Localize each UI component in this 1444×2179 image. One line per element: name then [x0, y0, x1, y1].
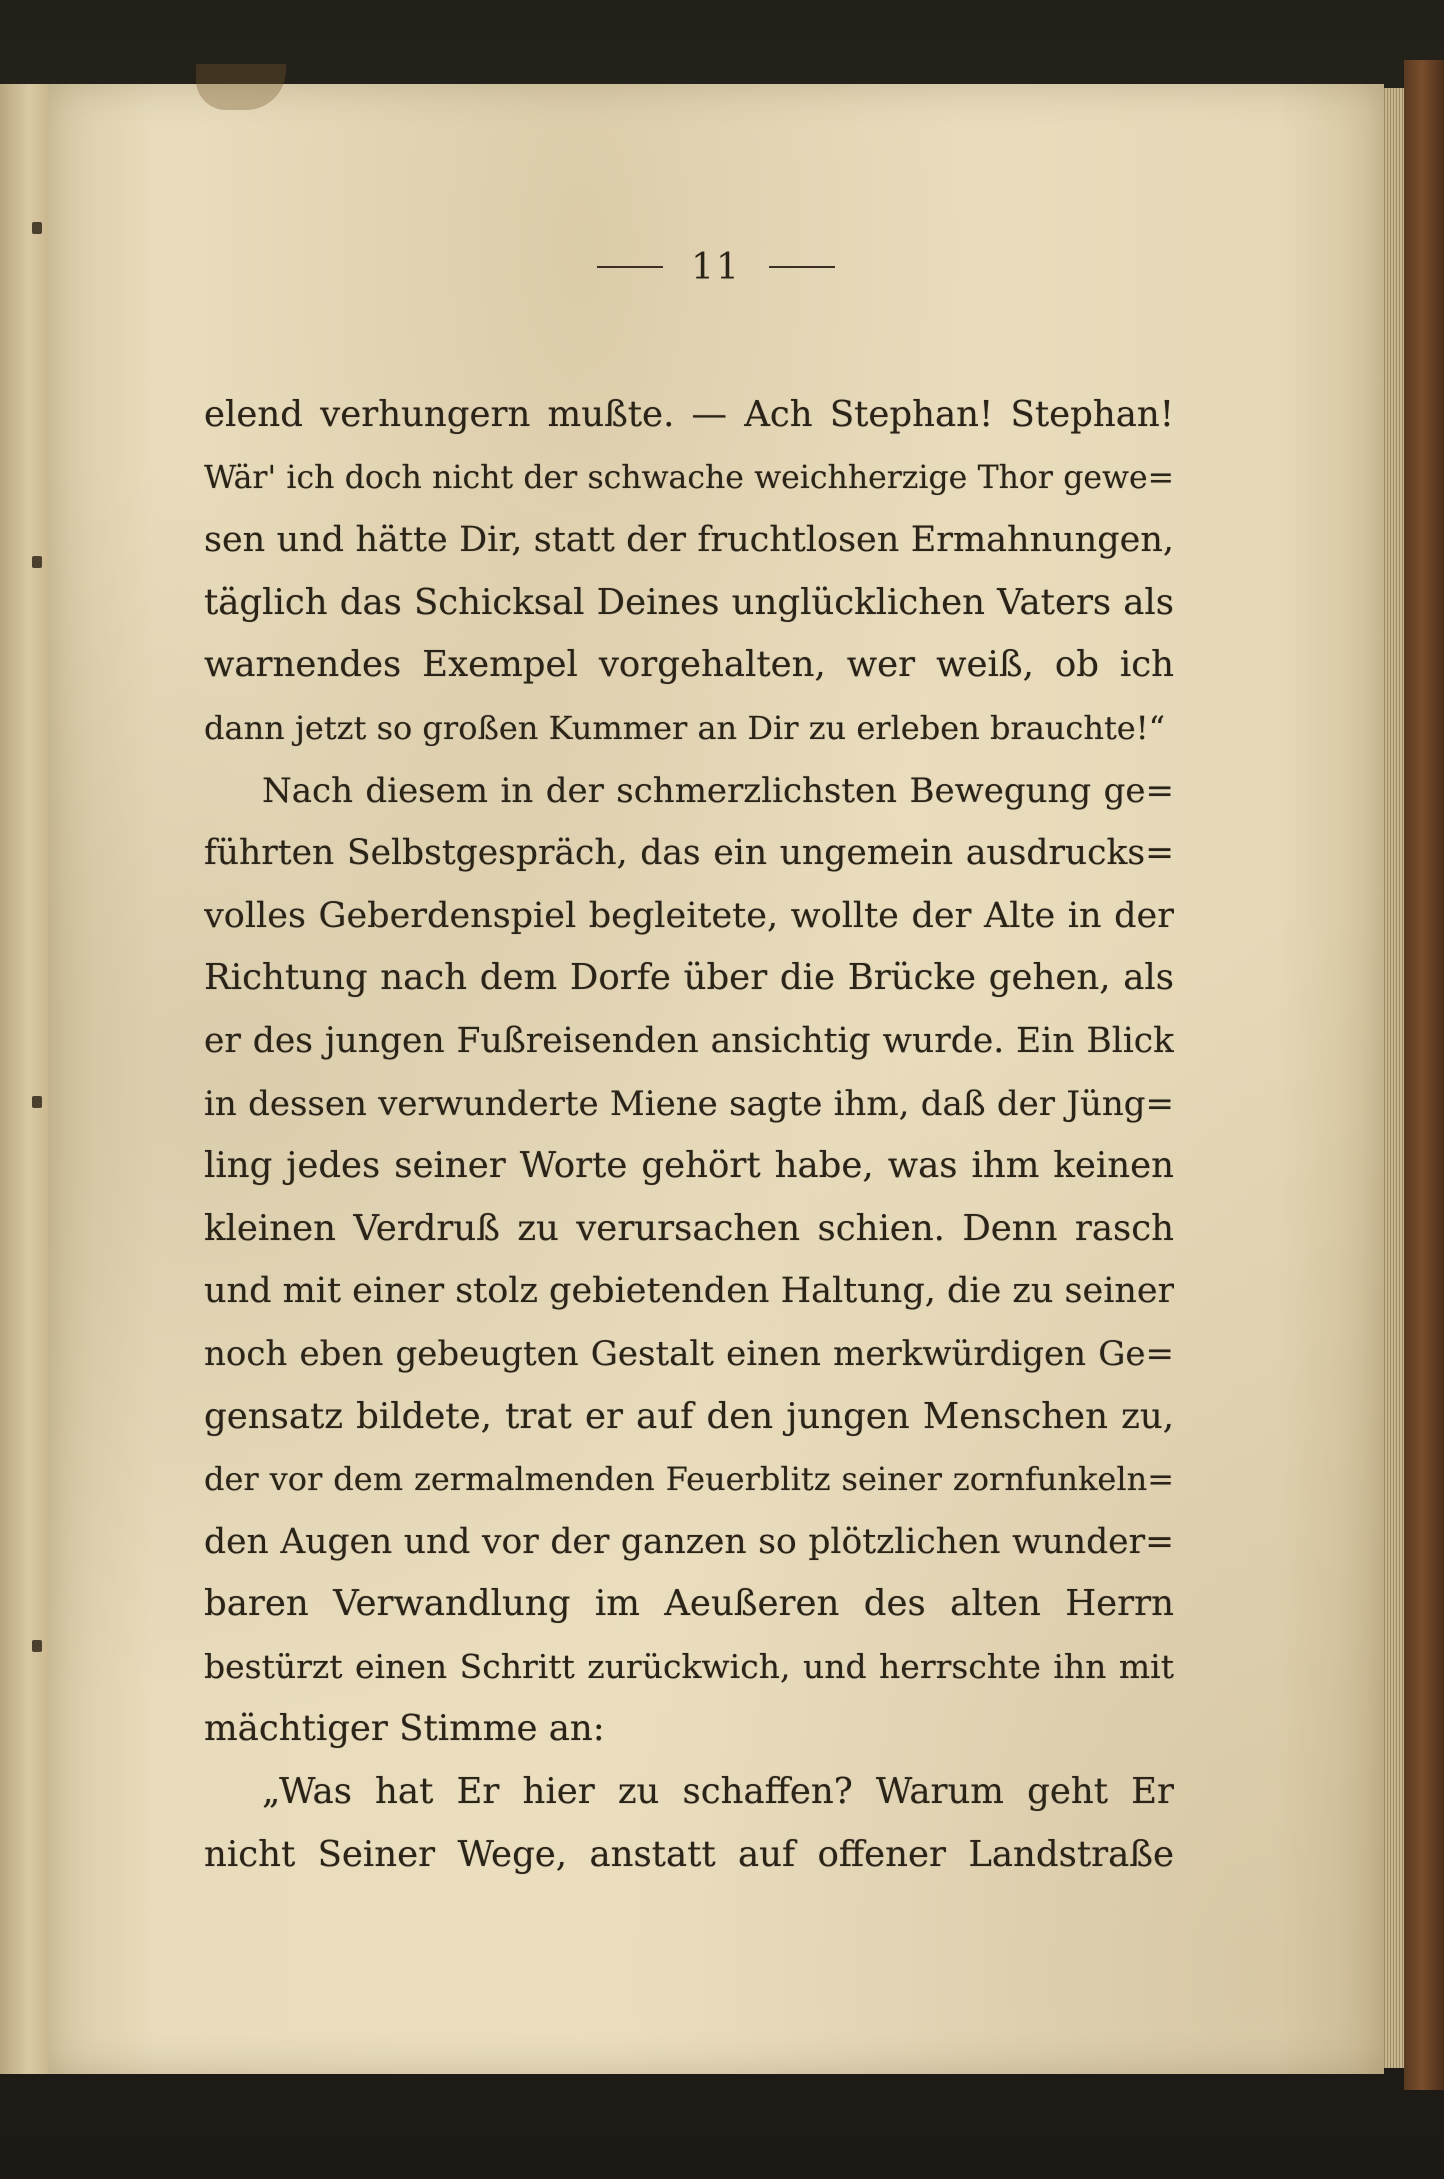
- text-line: bestürzt einen Schritt zurückwich, und herrschte ihn mit: [204, 1646, 1174, 1686]
- text-line: sen und hätte Dir, statt der fruchtlosen Ermahnungen,: [204, 520, 1174, 561]
- text-line: noch eben gebeugten Gestalt einen merkwürdigen Ge=: [204, 1333, 1174, 1374]
- text-line: täglich das Schicksal Deines unglücklichen Vaters als: [204, 581, 1174, 623]
- text-line: gensatz bildete, trat er auf den jungen Menschen zu,: [204, 1395, 1174, 1437]
- text-line: führten Selbstgespräch, das ein ungemein ausdrucks=: [204, 833, 1174, 874]
- text-line: Wär' ich doch nicht der schwache weichherzige Thor gewe=: [204, 459, 1174, 496]
- text-line: ling jedes seiner Worte gehört habe, was ihm keinen: [204, 1145, 1174, 1187]
- text-line: volles Geberdenspiel begleitete, wollte der Alte in der: [204, 895, 1174, 936]
- gutter-mark: [32, 556, 42, 568]
- header-rule-right: [769, 266, 835, 268]
- text-line: Richtung nach dem Dorfe über die Brücke gehen, als: [204, 957, 1174, 999]
- text-line: kleinen Verdruß zu verursachen schien. Denn rasch: [204, 1207, 1174, 1249]
- text-line: er des jungen Fußreisenden ansichtig wurde. Ein Blick: [204, 1020, 1174, 1061]
- page-number: 11: [691, 246, 741, 288]
- text-line: nicht Seiner Wege, anstatt auf offener Landstraße: [204, 1833, 1174, 1875]
- body-text: [204, 384, 1174, 1886]
- text-line: in dessen verwunderte Miene sagte ihm, daß der Jüng=: [204, 1083, 1174, 1124]
- page-stack-edge: [1382, 88, 1404, 2068]
- left-page-edge: [0, 84, 50, 2074]
- gutter-mark: [32, 222, 42, 234]
- text-line: „Was hat Er hier zu schaffen? Warum geht Er: [262, 1771, 1174, 1813]
- running-header: [48, 232, 1384, 302]
- gutter-mark: [32, 1096, 42, 1108]
- text-line: dann jetzt so großen Kummer an Dir zu erleben brauchte!“: [204, 708, 1165, 747]
- book-cover-edge: [1404, 60, 1444, 2090]
- text-line: der vor dem zermalmenden Feuerblitz seiner zornfunkeln=: [204, 1460, 1174, 1499]
- text-line: mächtiger Stimme an:: [204, 1708, 605, 1750]
- gutter-mark: [32, 1640, 42, 1652]
- paper-stain: [196, 64, 286, 110]
- text-line: warnendes Exempel vorgehalten, wer weiß, ob ich: [204, 644, 1174, 686]
- book-page: [48, 84, 1384, 2074]
- text-line: den Augen und vor der ganzen so plötzlichen wunder=: [204, 1521, 1174, 1562]
- header-rule-left: [597, 266, 663, 268]
- text-line: baren Verwandlung im Aeußeren des alten Herrn: [204, 1583, 1174, 1625]
- text-line: Nach diesem in der schmerzlichsten Bewegung ge=: [262, 770, 1174, 811]
- text-line: elend verhungern mußte. — Ach Stephan! Stephan!: [204, 394, 1174, 435]
- text-line: und mit einer stolz gebietenden Haltung, die zu seiner: [204, 1271, 1174, 1312]
